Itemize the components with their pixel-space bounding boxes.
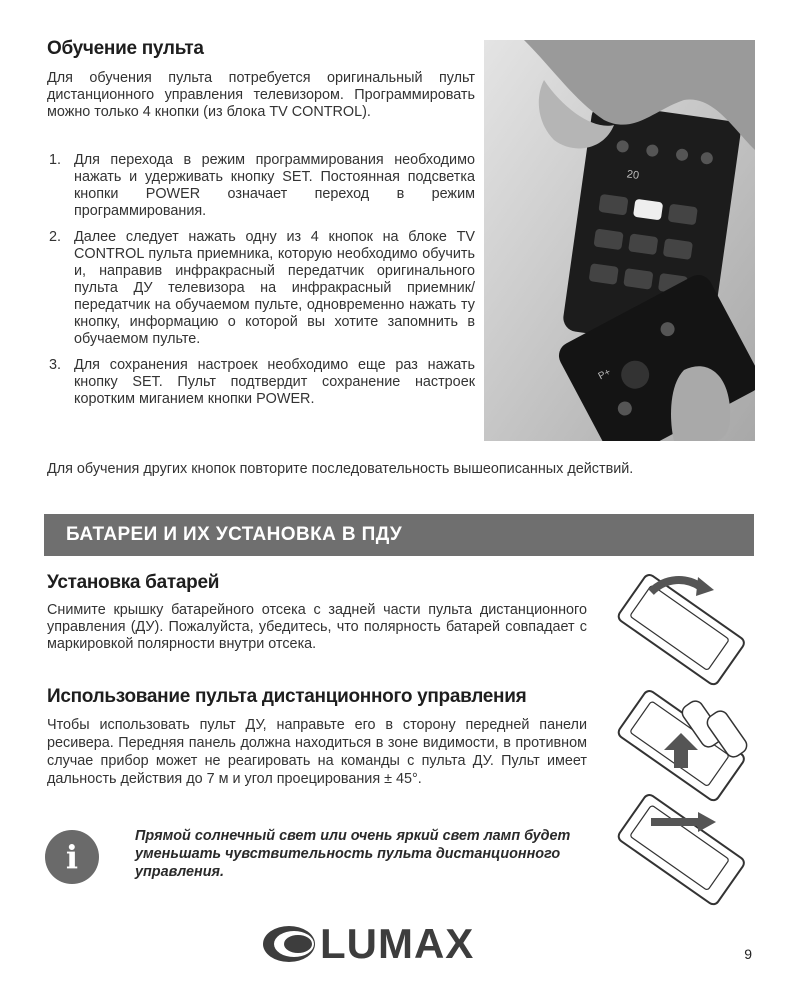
batteries-title: Установка батарей [47,572,220,593]
step-number: 1. [49,152,62,168]
step-text: Для перехода в режим программирования необходимо нажать и удерживать кнопку SET. Постоянная подсветка кнопки POWER означает переход в режим программирования. [74,152,475,219]
learning-outro: Для обучения других кнопок повторите последовательность вышеописанных действий. [47,461,634,477]
usage-title: Использование пульта дистанционного управления [47,686,527,707]
battery-cover-removal-diagram [606,572,756,688]
step-text: Для сохранения настроек необходимо еще раз нажать кнопку SET. Пульт подтвердит сохранение настроек коротким миганием кнопки POWER. [74,357,475,407]
step-number: 3. [49,357,62,373]
learning-steps [47,152,475,417]
batteries-text: Снимите крышку батарейного отсека с задней части пульта дистанционного управления (ДУ). Пожалуйста, убедитесь, что полярность батарей совпадает с маркировкой полярности внутри отсека. [47,602,587,652]
learning-intro: Для обучения пульта потребуется оригинальный пульт дистанционного управления телевизором. Программировать можно только 4 кнопки (из блока TV CONTROL). [47,70,475,120]
remote-button-20: 20 [625,168,640,182]
remote-learning-photo [484,40,755,441]
step-item [47,357,475,408]
section-banner: БАТАРЕИ И ИХ УСТАНОВКА В ПДУ [44,514,754,556]
step-text: Далее следует нажать одну из 4 кнопок на блоке TV CONTROL пульта приемника, которую необходимо обучить и, направив инфракрасный передатчик оригинального пульта ДУ телевизора на инфракрасный приемник/передатчик на обучаемом пульте, одновременно нажать ту кнопку, информацию о которой вы хотите запомнить в обучаемом пульте. [74,229,475,347]
info-icon: i [45,830,99,884]
brand-name: LUMAX [320,920,475,967]
step-number: 2. [49,229,62,245]
remote-button-p-plus: P+ [596,366,613,383]
battery-insert-diagram [606,688,756,804]
learning-title: Обучение пульта [47,38,204,59]
page-number: 9 [744,946,752,962]
lumax-logo [262,922,542,966]
step-item [47,229,475,348]
battery-cover-close-diagram [606,792,756,908]
usage-text: Чтобы использовать пульт ДУ, направьте его в сторону передней панели ресивера. Передняя панель должна находиться в зоне видимости, в противном случае прибор может не реагировать на команды с пульта ДУ. Пульт имеет дальность действия до 7 м и угол проецирования ± 45°. [47,717,587,787]
info-note: Прямой солнечный свет или очень яркий свет ламп будет уменьшать чувствительность пульта дистанционного управления. [135,828,571,880]
step-item [47,152,475,220]
